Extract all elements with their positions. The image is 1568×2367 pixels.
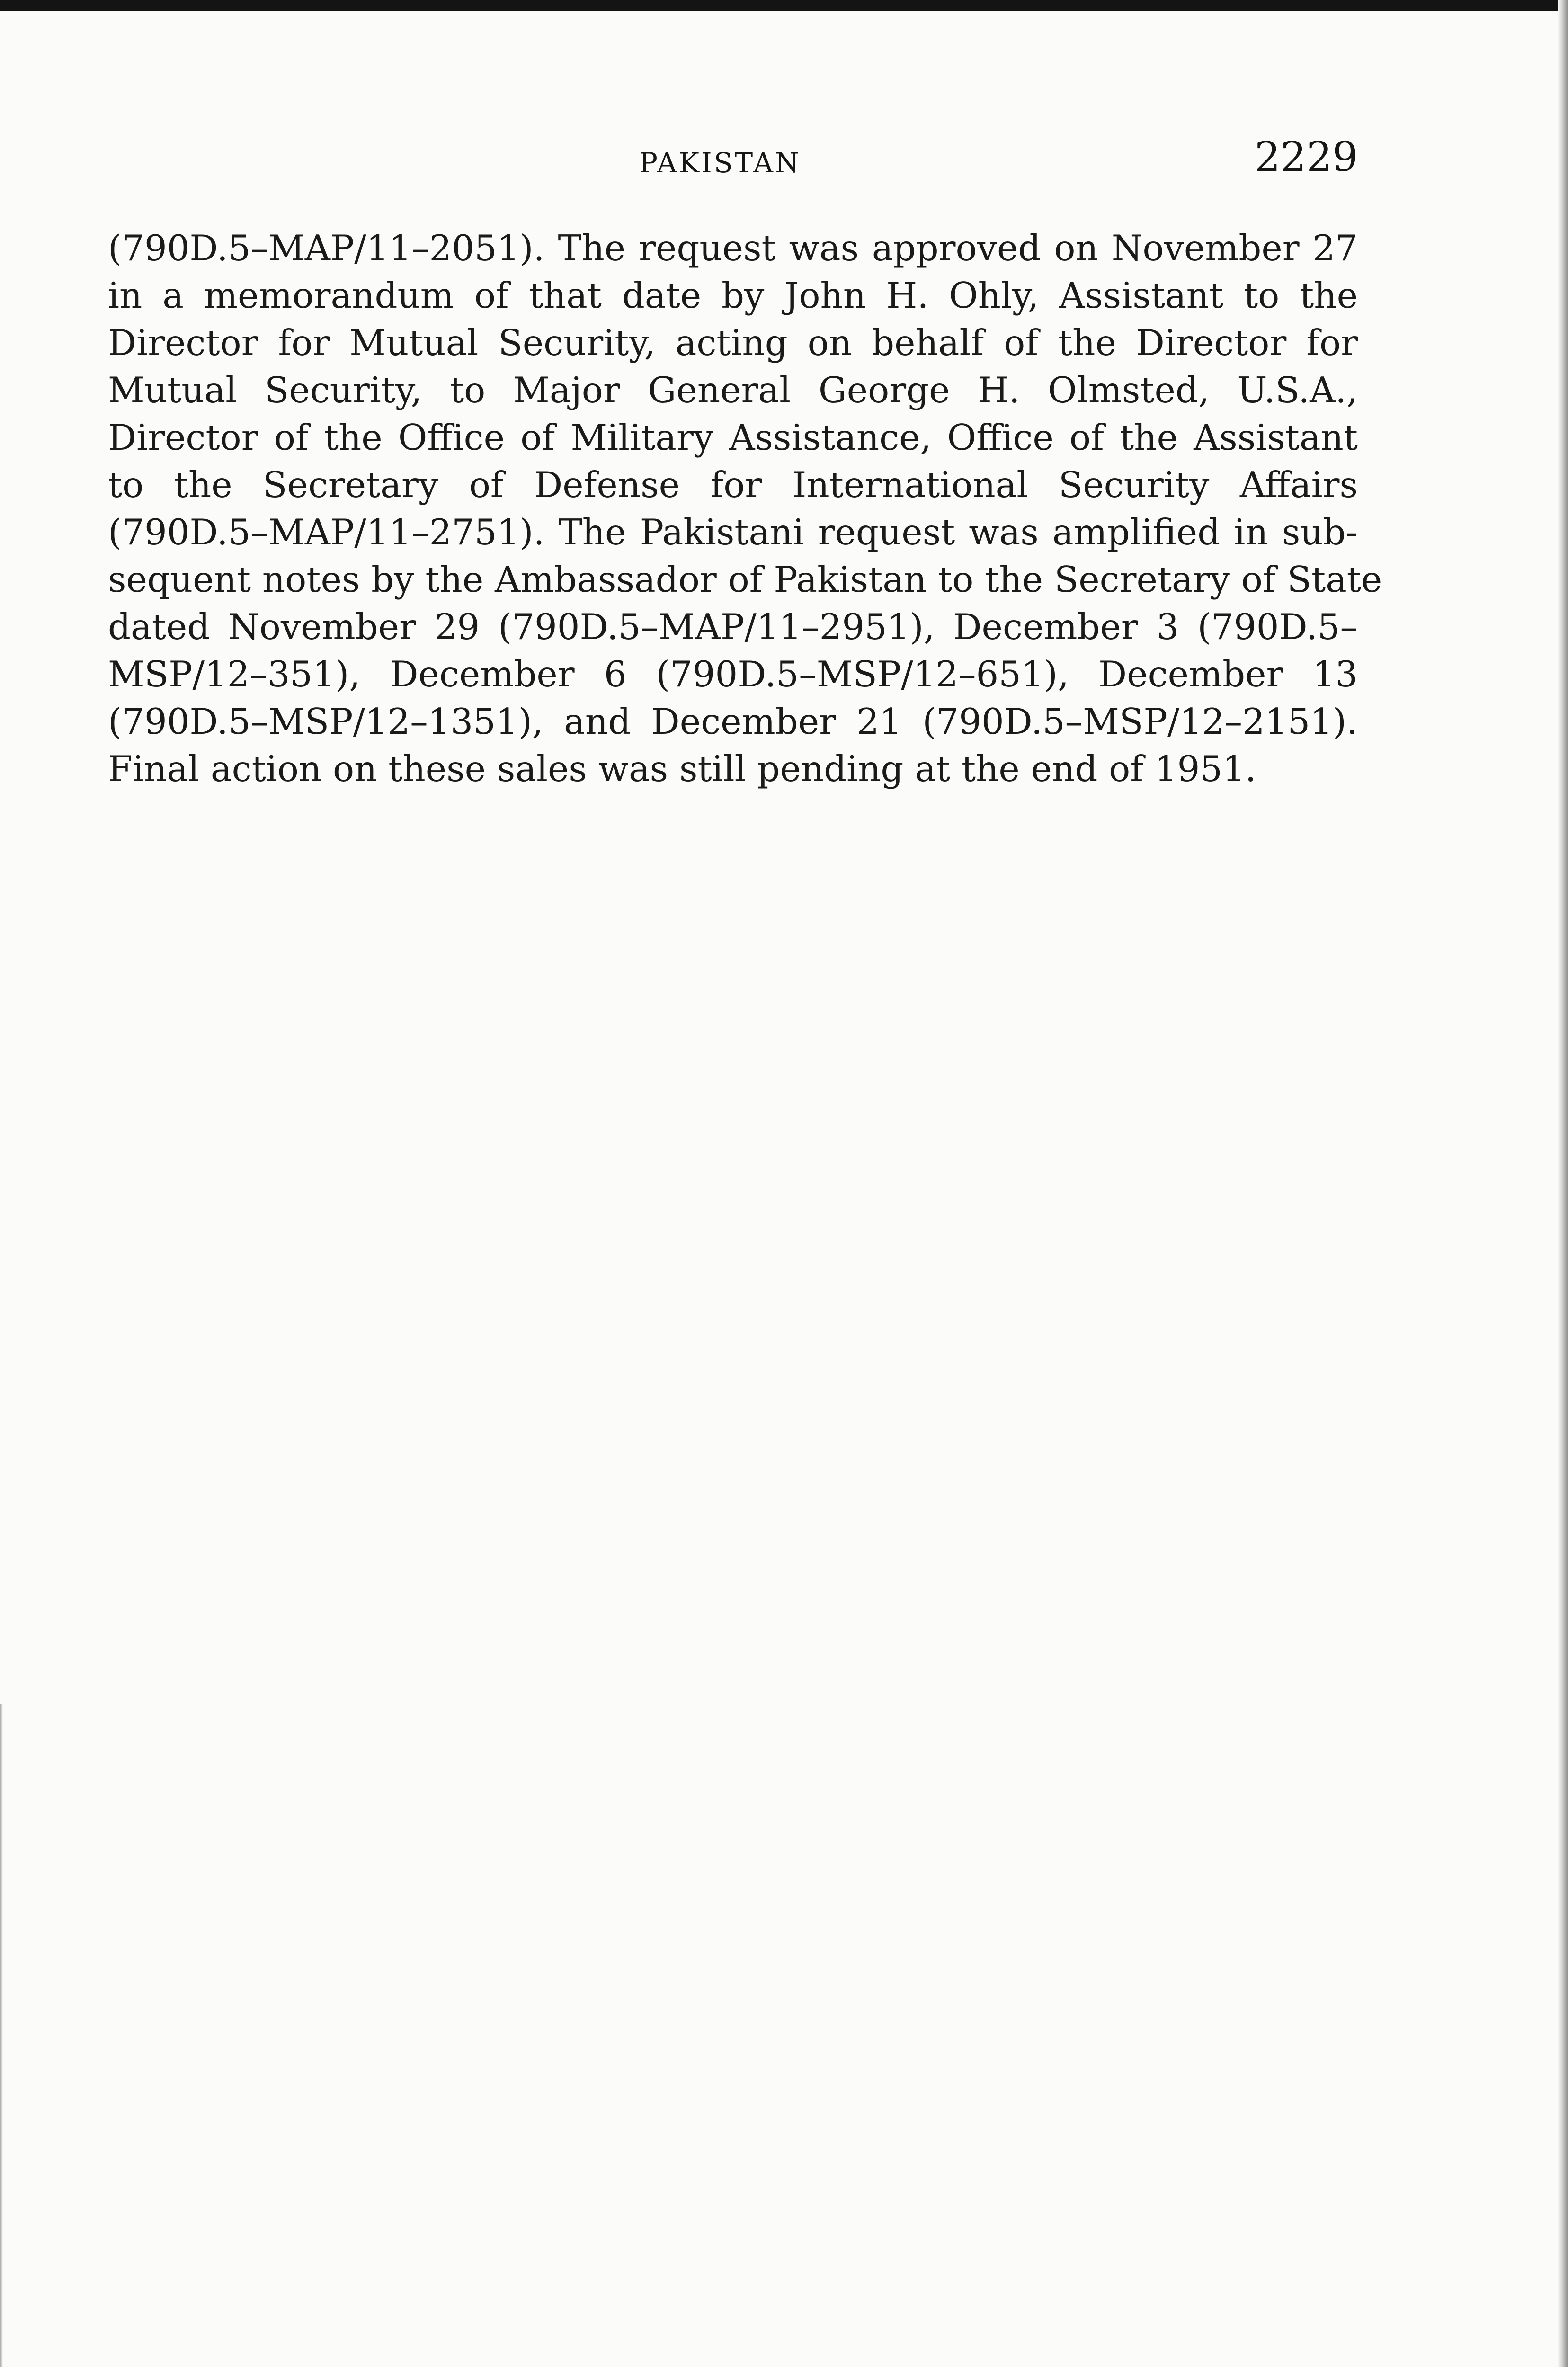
- text-line: Director for Mutual Security, acting on behalf of the Director for: [108, 322, 1358, 364]
- scan-right-edge: [1558, 0, 1568, 2367]
- text-line: Final action on these sales was still pending at the end of 1951.: [108, 748, 1256, 790]
- scan-top-edge: [0, 0, 1568, 11]
- body-paragraph: [108, 224, 1382, 792]
- text-line: (790D.5–MAP/11–2051). The request was approved on November 27: [108, 227, 1358, 269]
- text-line: MSP/12–351), December 6 (790D.5–MSP/12–651), December 13: [108, 653, 1358, 695]
- scan-left-edge: [0, 1704, 3, 2367]
- text-line: to the Secretary of Defense for International Security Affairs: [108, 464, 1358, 506]
- text-line: sequent notes by the Ambassador of Pakistan to the Secretary of State: [108, 559, 1382, 600]
- text-line: dated November 29 (790D.5–MAP/11–2951), December 3 (790D.5–: [108, 606, 1358, 648]
- text-line: (790D.5–MAP/11–2751). The Pakistani request was amplified in sub-: [108, 511, 1358, 553]
- text-line: Director of the Office of Military Assistance, Office of the Assistant: [108, 417, 1358, 458]
- page-number: 2229: [1255, 133, 1358, 181]
- text-line: in a memorandum of that date by John H. Ohly, Assistant to the: [108, 275, 1358, 316]
- text-line: (790D.5–MSP/12–1351), and December 21 (790D.5–MSP/12–2151).: [108, 701, 1358, 742]
- running-head: PAKISTAN: [639, 147, 801, 179]
- text-line: Mutual Security, to Major General George H. Olmsted, U.S.A.,: [108, 369, 1358, 411]
